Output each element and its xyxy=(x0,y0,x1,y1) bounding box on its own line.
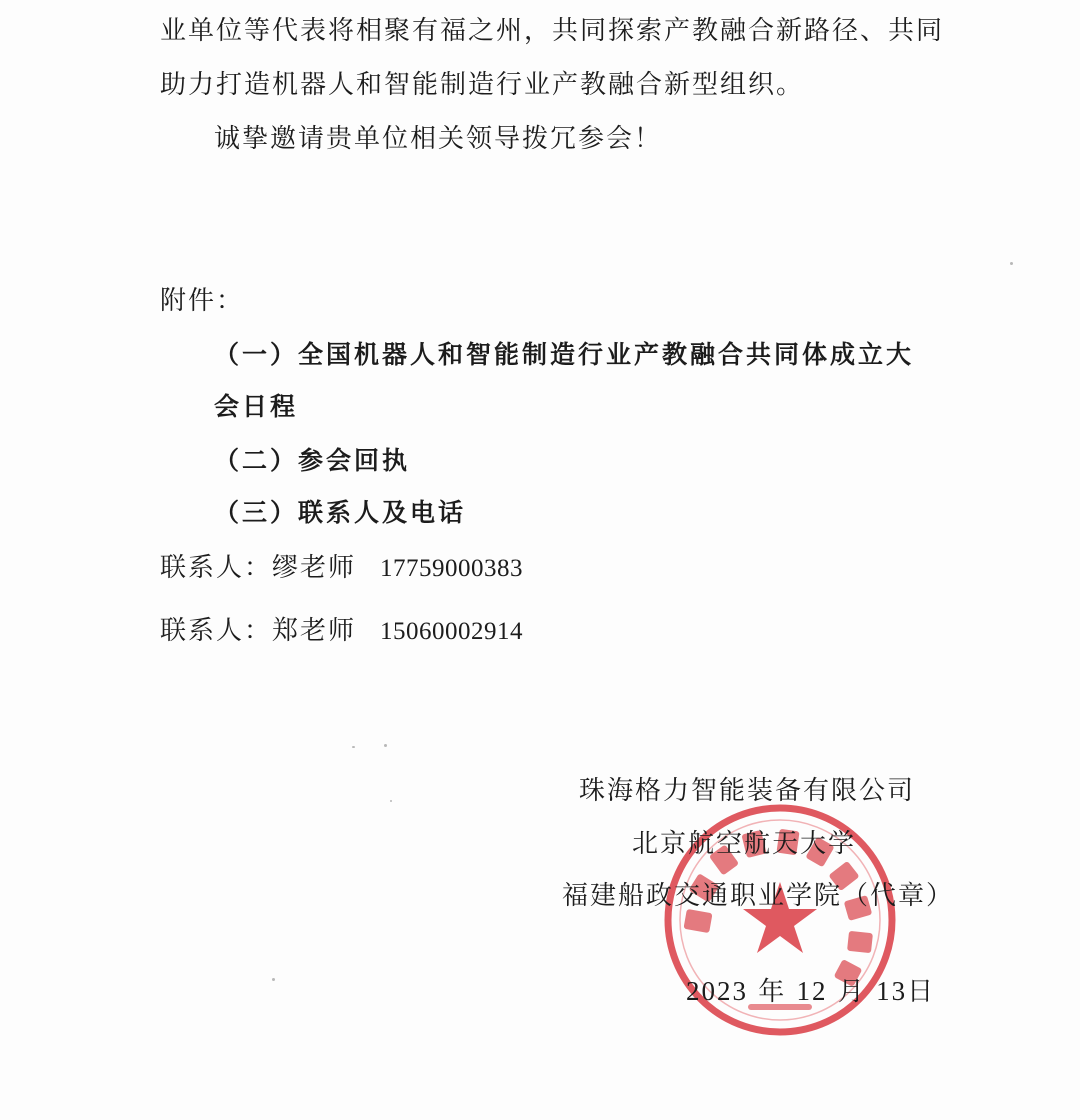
paragraph-line-2: 助力打造机器人和智能制造行业产教融合新型组织。 xyxy=(160,70,805,100)
date-year: 2023 xyxy=(686,976,748,1006)
contact-label: 联系人：缪老师 xyxy=(160,553,357,583)
attachment-item-2: （二）参会回执 xyxy=(214,446,411,475)
date-year-unit: 年 xyxy=(758,977,787,1007)
contact-row xyxy=(160,614,523,649)
attachment-item-1-line-1: （一）全国机器人和智能制造行业产教融合共同体成立大 xyxy=(214,340,915,369)
contact-row xyxy=(160,551,523,586)
scan-speck xyxy=(352,746,355,748)
signatory-org-2: 北京航空航天大学 xyxy=(632,829,857,859)
date-day: 13 xyxy=(876,976,908,1006)
signatory-org-1: 珠海格力智能装备有限公司 xyxy=(579,776,916,806)
date-month: 12 xyxy=(796,976,828,1006)
issue-date xyxy=(686,974,935,1009)
scan-speck xyxy=(384,744,387,747)
contact-phone: 15060002914 xyxy=(380,618,524,645)
attachment-item-3: （三）联系人及电话 xyxy=(214,498,467,527)
contact-label: 联系人：郑老师 xyxy=(160,616,357,646)
signatory-org-3: 福建船政交通职业学院（代章） xyxy=(562,881,955,911)
scan-speck xyxy=(272,978,275,981)
invitation-line: 诚挚邀请贵单位相关领导拨冗参会！ xyxy=(214,124,663,154)
paragraph-line-1: 业单位等代表将相聚有福之州，共同探索产教融合新路径、共同 xyxy=(160,16,945,46)
scan-speck xyxy=(390,800,392,802)
scan-speck xyxy=(1010,262,1013,265)
date-day-unit: 日 xyxy=(907,977,936,1007)
attachment-item-1-line-2: 会日程 xyxy=(214,392,299,421)
attachments-heading: 附件： xyxy=(160,286,245,316)
contact-phone: 17759000383 xyxy=(380,555,524,582)
date-month-unit: 月 xyxy=(837,977,866,1007)
